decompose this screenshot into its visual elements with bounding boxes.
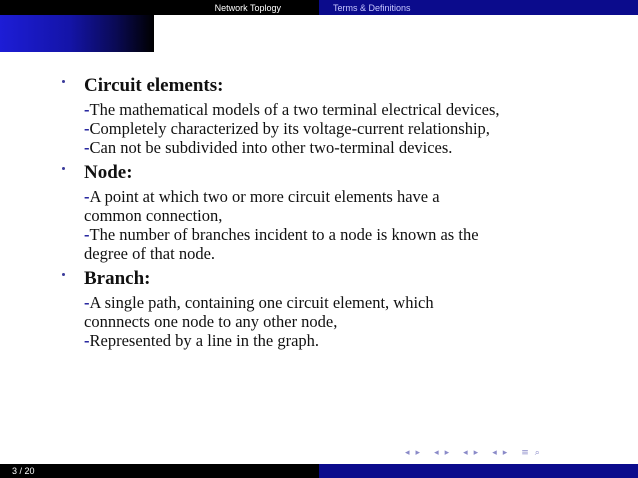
footer-left-segment — [0, 464, 319, 478]
slide-content — [62, 74, 622, 354]
header-navigation-bar — [0, 0, 638, 15]
body-line — [84, 187, 622, 206]
dash-marker: - — [84, 187, 90, 206]
dash-marker: - — [84, 331, 90, 350]
body-line — [84, 225, 622, 244]
bullet-item-node — [62, 161, 622, 263]
body-line — [84, 244, 622, 263]
frame-prev-icon[interactable]: ◂ — [434, 448, 439, 458]
dash-marker: - — [84, 225, 90, 244]
body-line — [84, 312, 622, 331]
line-text: The number of branches incident to a node is known as the — [89, 225, 479, 244]
section-heading: Circuit elements: — [84, 75, 224, 96]
footer-bar — [0, 464, 638, 478]
dash-marker: - — [84, 293, 90, 312]
dash-marker: - — [84, 138, 90, 157]
align-icon[interactable]: ≡ — [521, 448, 529, 458]
header-right-segment — [319, 0, 638, 15]
body-line — [84, 138, 622, 157]
line-text: The mathematical models of a two terminal electrical devices, — [89, 100, 500, 119]
bullet-item-branch — [62, 267, 622, 350]
bullet-dot — [62, 273, 65, 276]
line-text: A point at which two or more circuit elements have a — [89, 187, 440, 206]
line-text: A single path, containing one circuit element, which — [89, 293, 434, 312]
section-heading: Branch: — [84, 268, 151, 289]
bullet-dot — [62, 167, 65, 170]
line-text: common connection, — [84, 206, 223, 225]
line-text: connnects one node to any other node, — [84, 312, 338, 331]
section-next-icon[interactable]: ▸ — [502, 448, 508, 458]
line-text: Completely characterized by its voltage-current relationship, — [89, 119, 490, 138]
dash-marker: - — [84, 119, 90, 138]
section-heading: Node: — [84, 162, 133, 183]
frame-next-icon[interactable]: ▸ — [444, 448, 450, 458]
bullet-item-circuit-elements — [62, 74, 622, 157]
bullet-dot — [62, 80, 65, 83]
slide-next-icon[interactable]: ▸ — [415, 448, 421, 458]
line-text: degree of that node. — [84, 244, 216, 263]
body-line — [84, 331, 622, 350]
subsection-next-icon[interactable]: ▸ — [473, 448, 479, 458]
page-indicator: 3 / 20 — [12, 466, 35, 476]
dash-marker: - — [84, 100, 90, 119]
beamer-navigation-symbols — [405, 448, 546, 458]
body-line — [84, 206, 622, 225]
footer-right-segment — [319, 464, 638, 478]
frame-title-band — [0, 15, 154, 52]
line-text: Represented by a line in the graph. — [89, 331, 320, 350]
header-left-segment — [0, 0, 319, 15]
section-prev-icon[interactable]: ◂ — [492, 448, 497, 458]
search-icon[interactable]: ⌕ — [534, 448, 540, 458]
header-subsection-title[interactable]: Terms & Definitions — [333, 2, 411, 13]
line-text: Can not be subdivided into other two-terminal devices. — [89, 138, 453, 157]
slide-prev-icon[interactable]: ◂ — [405, 448, 410, 458]
subsection-prev-icon[interactable]: ◂ — [463, 448, 468, 458]
body-line — [84, 100, 622, 119]
body-line — [84, 293, 622, 312]
header-section-title[interactable]: Network Toplogy — [214, 2, 281, 13]
body-line — [84, 119, 622, 138]
